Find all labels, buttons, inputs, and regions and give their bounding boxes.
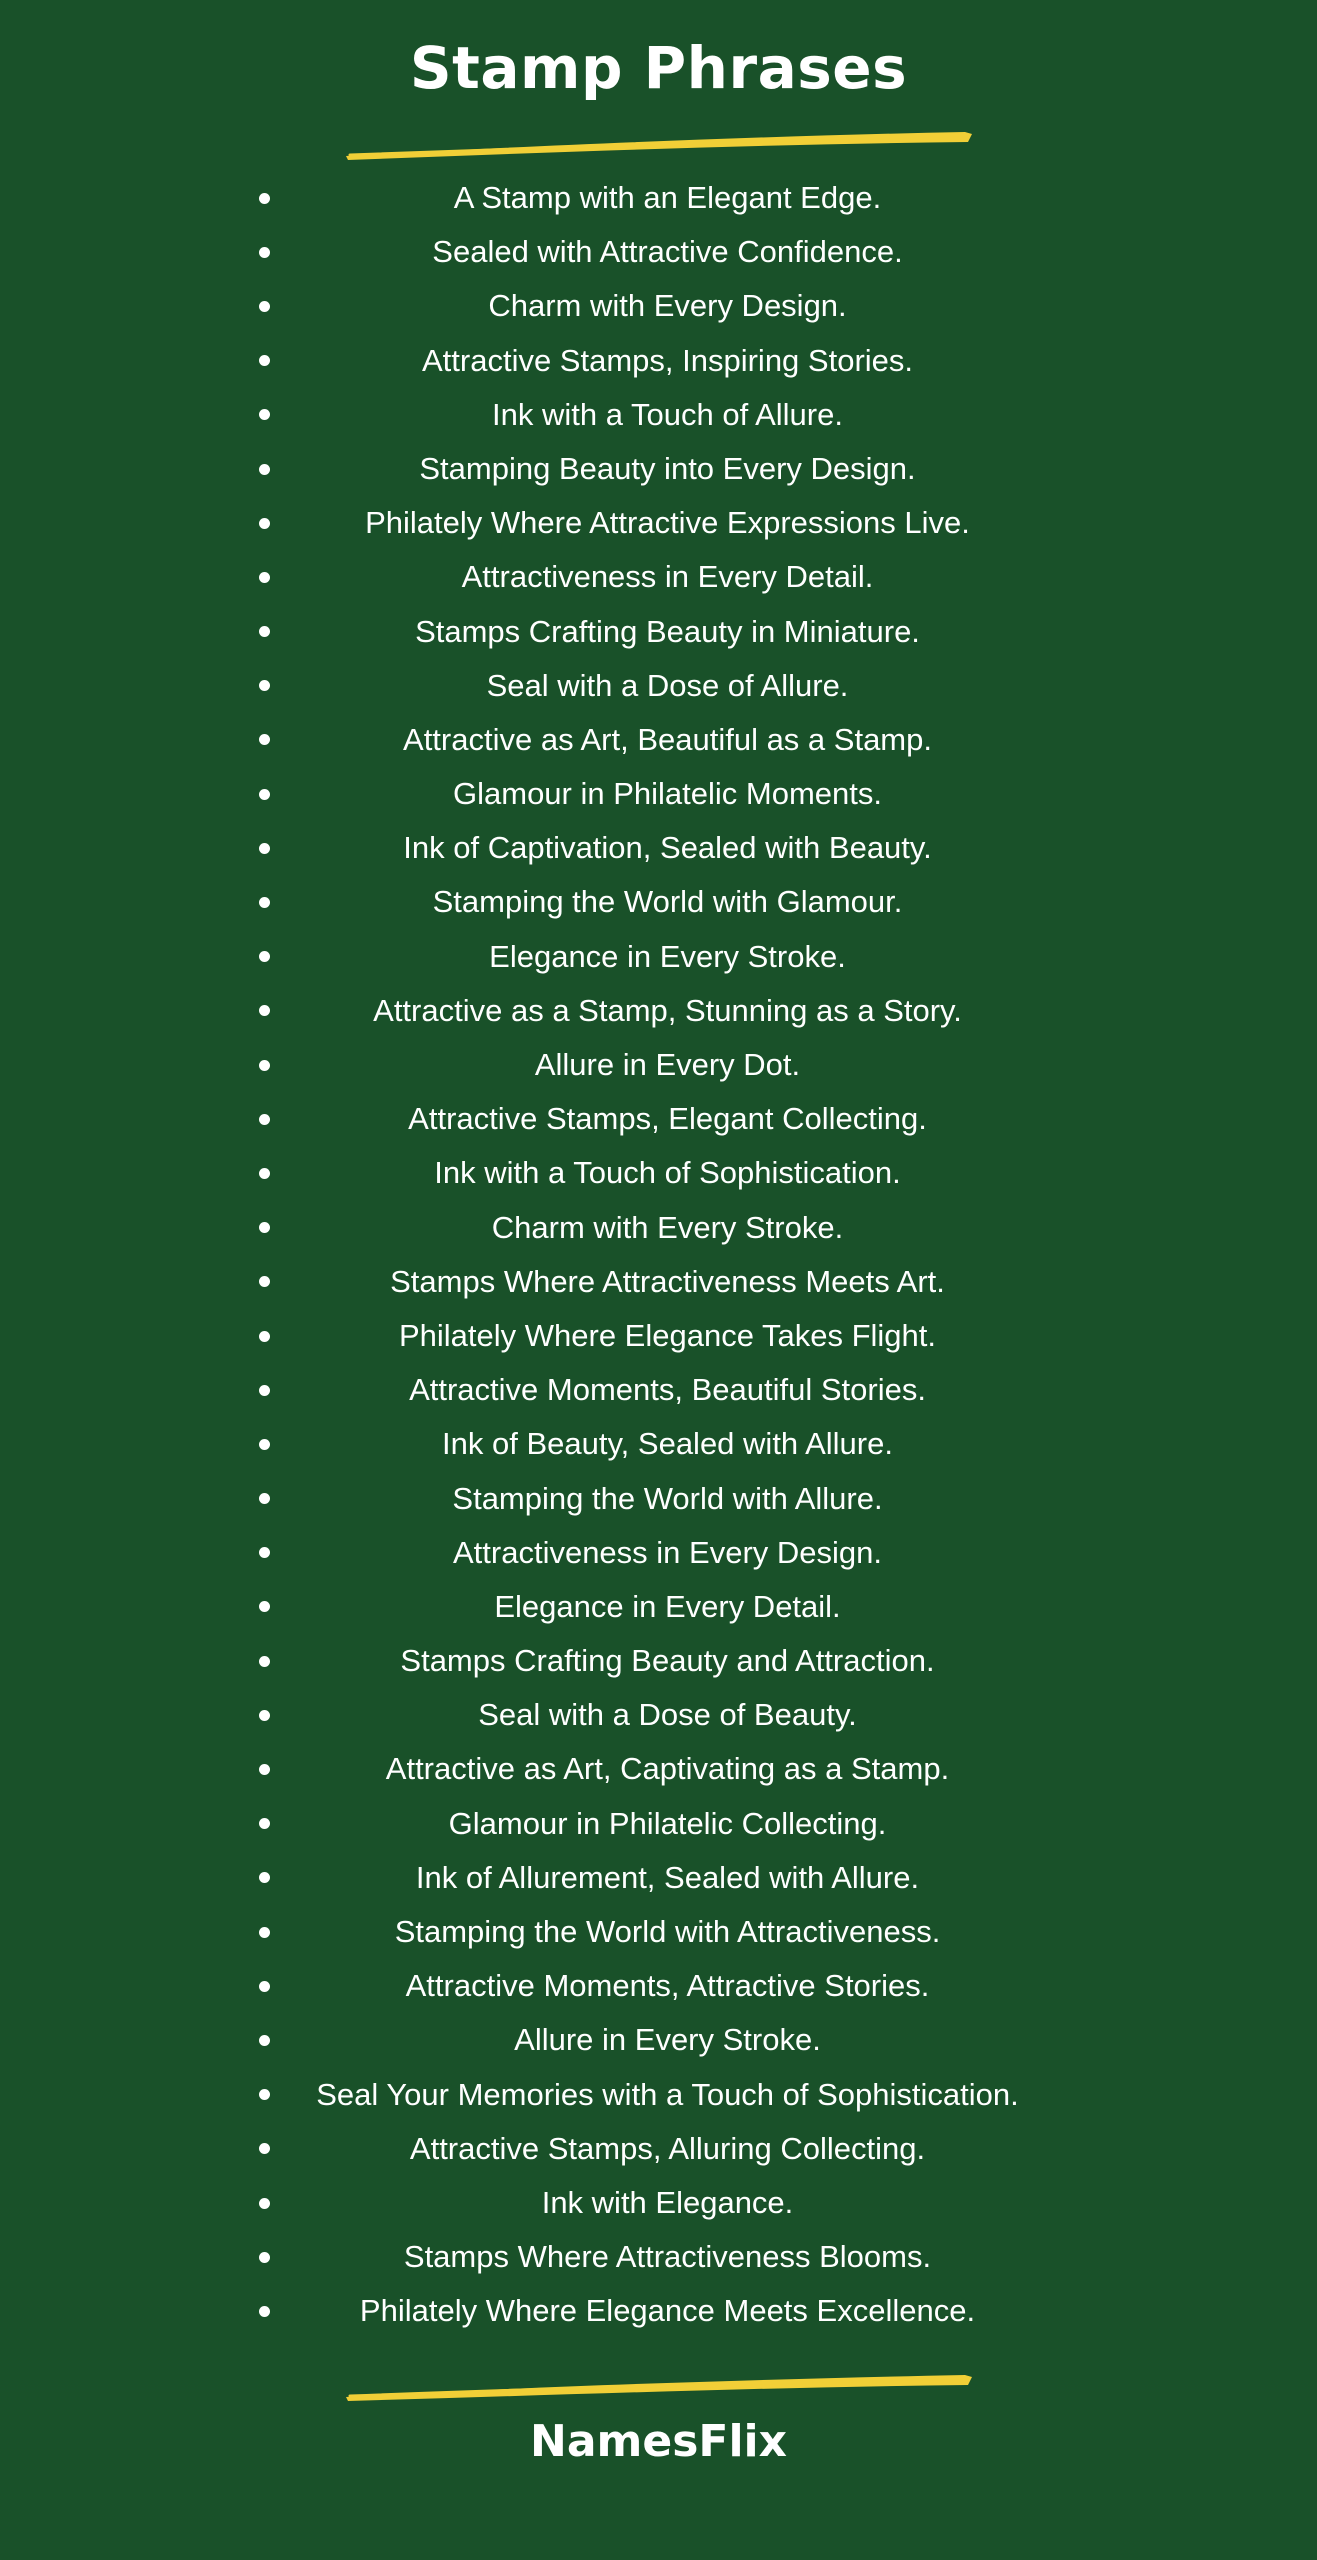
phrase-text: Seal Your Memories with a Touch of Sophistication.	[316, 2076, 1019, 2112]
phrase-text: Attractive Stamps, Elegant Collecting.	[408, 1101, 927, 1137]
list-item	[0, 225, 1317, 279]
list-item	[0, 1201, 1317, 1255]
bullet-icon	[259, 409, 270, 420]
phrase-text: Philately Where Attractive Expressions Live.	[365, 505, 970, 541]
bullet-icon	[259, 2089, 270, 2100]
bullet-icon	[259, 734, 270, 745]
bullet-icon	[259, 1872, 270, 1883]
bullet-icon	[259, 1060, 270, 1071]
brush-underline-top	[0, 120, 1317, 160]
bullet-icon	[259, 897, 270, 908]
list-item	[0, 2284, 1317, 2338]
list-item	[0, 1688, 1317, 1742]
bullet-icon	[259, 1601, 270, 1612]
phrase-text: Glamour in Philatelic Moments.	[453, 776, 882, 812]
phrase-text: Stamps Crafting Beauty in Miniature.	[415, 613, 920, 649]
list-item	[0, 1959, 1317, 2013]
phrase-text: Stamping Beauty into Every Design.	[419, 450, 916, 486]
list-item	[0, 875, 1317, 929]
phrase-text: Attractive as Art, Beautiful as a Stamp.	[403, 721, 932, 757]
phrase-text: Glamour in Philatelic Collecting.	[448, 1805, 887, 1841]
list-item	[0, 930, 1317, 984]
bullet-icon	[259, 2035, 270, 2046]
phrase-text: Attractive Stamps, Alluring Collecting.	[409, 2130, 926, 2166]
list-item	[0, 2068, 1317, 2122]
phrase-text: Philately Where Elegance Takes Flight.	[398, 1317, 937, 1353]
list-item	[0, 550, 1317, 604]
bullet-icon	[259, 951, 270, 962]
list-item	[0, 1146, 1317, 1200]
bullet-icon	[259, 626, 270, 637]
phrase-text: Seal with a Dose of Beauty.	[478, 1697, 857, 1733]
bullet-icon	[259, 1168, 270, 1179]
list-item	[0, 713, 1317, 767]
list-item	[0, 2230, 1317, 2284]
bullet-icon	[259, 1005, 270, 1016]
bullet-icon	[259, 1656, 270, 1667]
list-item	[0, 1417, 1317, 1471]
bullet-icon	[259, 518, 270, 529]
phrase-text: Ink of Captivation, Sealed with Beauty.	[403, 830, 932, 866]
bullet-icon	[259, 247, 270, 258]
brand-logo-text: NamesFlix	[530, 2416, 787, 2467]
phrase-text: Allure in Every Dot.	[534, 1047, 801, 1082]
list-item	[0, 767, 1317, 821]
list-item	[0, 388, 1317, 442]
list-item	[0, 2013, 1317, 2067]
list-item	[0, 279, 1317, 333]
list-item	[0, 1472, 1317, 1526]
bullet-icon	[259, 2306, 270, 2317]
phrase-text: Allure in Every Stroke.	[514, 2022, 821, 2058]
list-item	[0, 2122, 1317, 2176]
phrase-text: Elegance in Every Stroke.	[489, 938, 846, 974]
phrase-list	[0, 171, 1317, 2339]
bullet-icon	[259, 572, 270, 583]
phrase-text: Seal with a Dose of Allure.	[486, 667, 849, 703]
list-item	[0, 1092, 1317, 1146]
phrase-text: Attractive as Art, Captivating as a Stamp.	[385, 1751, 950, 1787]
phrase-text: Ink with a Touch of Sophistication.	[434, 1155, 901, 1191]
phrase-text: Charm with Every Design.	[488, 288, 847, 324]
phrase-text: Stamping the World with Allure.	[452, 1480, 883, 1516]
bullet-icon	[259, 1331, 270, 1342]
phrase-text: Attractive Moments, Beautiful Stories.	[409, 1372, 926, 1408]
bullet-icon	[259, 1276, 270, 1287]
bullet-icon	[259, 2198, 270, 2209]
list-item	[0, 1851, 1317, 1905]
phrase-text: Stamps Where Attractiveness Meets Art.	[390, 1263, 945, 1299]
bullet-icon	[259, 1547, 270, 1558]
list-item	[0, 1634, 1317, 1688]
list-item	[0, 1526, 1317, 1580]
list-item	[0, 1363, 1317, 1417]
bullet-icon	[259, 1493, 270, 1504]
list-item	[0, 821, 1317, 875]
list-item	[0, 984, 1317, 1038]
list-item	[0, 659, 1317, 713]
bullet-icon	[259, 464, 270, 475]
bullet-icon	[259, 1764, 270, 1775]
bullet-icon	[259, 1385, 270, 1396]
bullet-icon	[259, 1710, 270, 1721]
brush-underline-bottom	[0, 2363, 1317, 2403]
phrase-text: Ink of Beauty, Sealed with Allure.	[442, 1426, 893, 1462]
list-item	[0, 1580, 1317, 1634]
bullet-icon	[259, 1114, 270, 1125]
phrase-text: Philately Where Elegance Meets Excellence.	[359, 2293, 976, 2329]
phrase-text: Stamping the World with Attractiveness.	[394, 1914, 941, 1949]
bullet-icon	[259, 1818, 270, 1829]
page-title: Stamp Phrases	[409, 34, 908, 102]
phrase-text: Attractiveness in Every Detail.	[461, 559, 874, 595]
list-item	[0, 605, 1317, 659]
phrase-text: Attractiveness in Every Design.	[452, 1534, 882, 1570]
phrase-text: Ink with a Touch of Allure.	[492, 396, 843, 432]
phrase-text: Elegance in Every Detail.	[494, 1588, 841, 1624]
bullet-icon	[259, 1222, 270, 1233]
list-item	[0, 496, 1317, 550]
phrase-text: Charm with Every Stroke.	[491, 1209, 844, 1245]
list-item	[0, 1255, 1317, 1309]
list-item	[0, 442, 1317, 496]
bullet-icon	[259, 1439, 270, 1450]
list-item	[0, 1742, 1317, 1796]
bullet-icon	[259, 789, 270, 800]
phrase-text: Stamps Where Attractiveness Blooms.	[403, 2239, 932, 2275]
list-item	[0, 2176, 1317, 2230]
bullet-icon	[259, 2143, 270, 2154]
bullet-icon	[259, 1981, 270, 1992]
list-item	[0, 1038, 1317, 1092]
list-item	[0, 1309, 1317, 1363]
bullet-icon	[259, 193, 270, 204]
phrase-text: Attractive as a Stamp, Stunning as a Story.	[373, 992, 962, 1028]
list-item	[0, 334, 1317, 388]
bullet-icon	[259, 1927, 270, 1938]
bullet-icon	[259, 680, 270, 691]
bullet-icon	[259, 2252, 270, 2263]
phrase-text: Sealed with Attractive Confidence.	[432, 234, 903, 270]
phrase-text: Ink of Allurement, Sealed with Allure.	[415, 1859, 920, 1895]
bullet-icon	[259, 301, 270, 312]
bullet-icon	[259, 355, 270, 366]
phrase-text: A Stamp with an Elegant Edge.	[453, 180, 882, 215]
list-item	[0, 1905, 1317, 1959]
list-item	[0, 1797, 1317, 1851]
bullet-icon	[259, 843, 270, 854]
phrase-text: Attractive Stamps, Inspiring Stories.	[421, 342, 914, 378]
phrase-text: Stamping the World with Glamour.	[432, 884, 903, 920]
list-item	[0, 171, 1317, 225]
phrase-text: Ink with Elegance.	[541, 2184, 794, 2220]
phrase-text: Stamps Crafting Beauty and Attraction.	[400, 1643, 935, 1679]
phrase-text: Attractive Moments, Attractive Stories.	[405, 1968, 930, 2004]
